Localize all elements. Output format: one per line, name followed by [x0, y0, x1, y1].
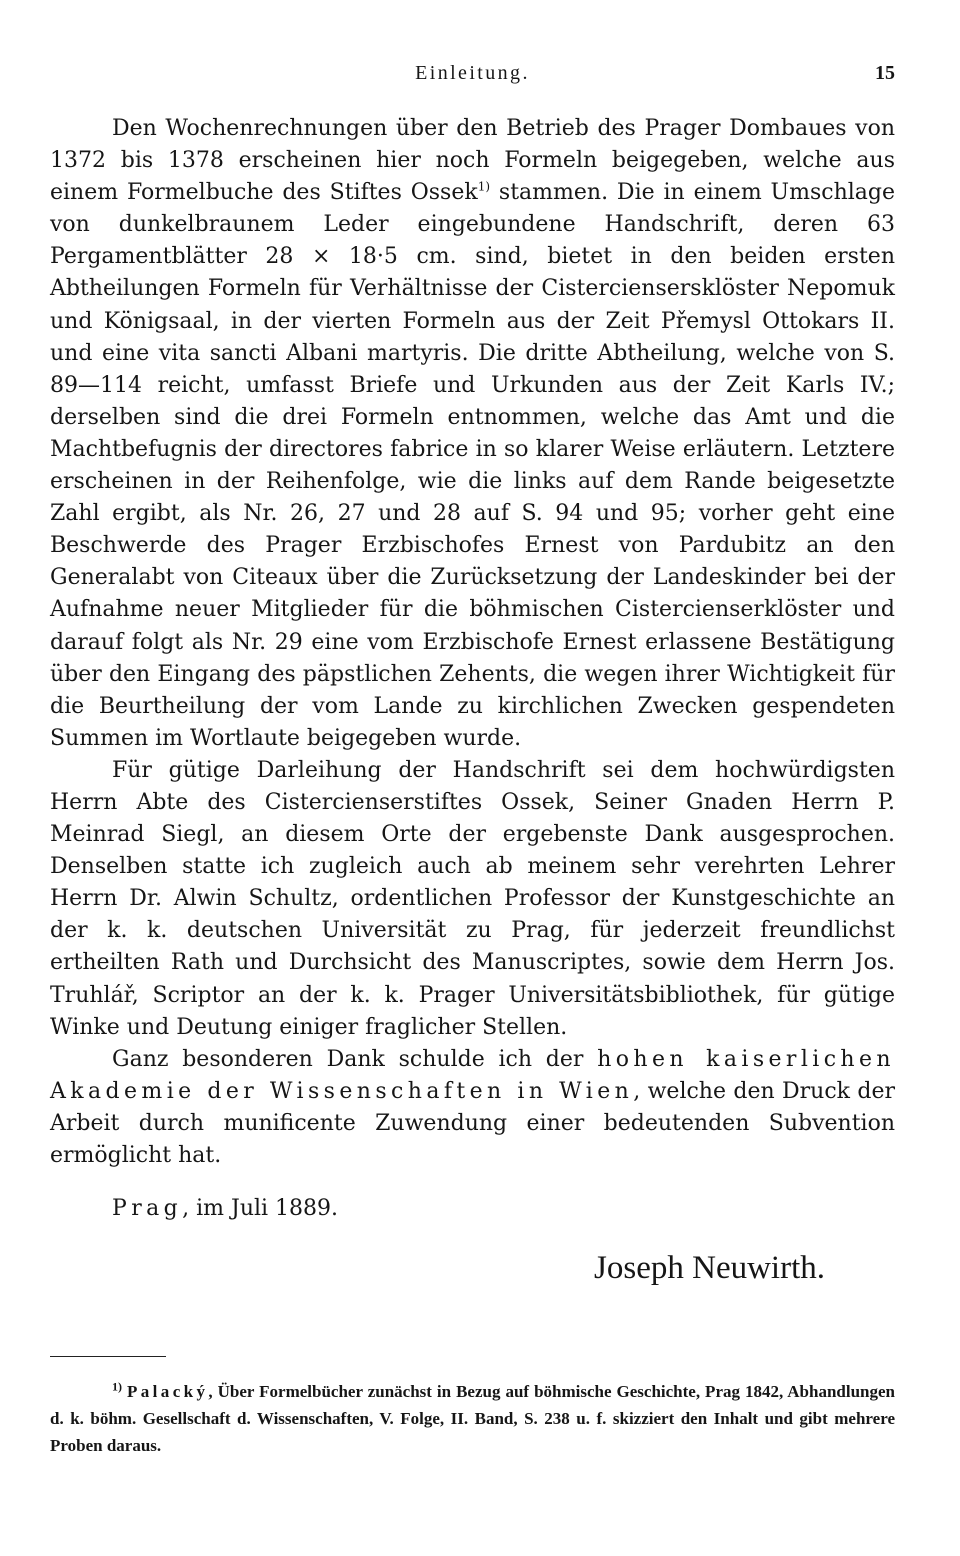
paragraph-2: Für gütige Darleihung der Handschrift sei dem hochwürdigsten Herrn Abte des Cistercienserstiftes Ossek, Seiner Gnaden Herrn P. Meinrad Siegl, an diesem Orte der ergebenste Dank ausgesprochen. Denselben statte ich zugleich auch ab meinem sehr verehrten Lehrer Herrn Dr. Alwin Schultz, ordentlichen Professor der Kunstgeschichte an der k. k. deutschen Universität zu Prag, für jederzeit freundlichst ertheilten Rath und Durchsicht des Manuscriptes, sowie dem Herrn Jos. Truhlář, Scriptor an der k. k. Prager Universitätsbibliothek, für gütige Winke und Deutung einiger fraglicher Stellen.	[50, 757, 895, 1040]
paragraph-1	[50, 113, 895, 755]
footnote-1	[50, 1378, 895, 1459]
paragraph-3-part-1: Ganz besonderen Dank schulde ich der	[112, 1046, 598, 1072]
running-header	[50, 62, 895, 92]
footnote-mark: 1)	[112, 1379, 122, 1394]
paragraph-3	[50, 1044, 895, 1172]
spaced-emphasis: hohen kaiserlichen Akademie der Wissenschaften in Wien	[50, 1046, 895, 1104]
place-name: Prag	[112, 1196, 183, 1221]
date-line	[112, 1193, 338, 1225]
main-text	[50, 113, 895, 1172]
date-text: , im Juli 1889.	[182, 1196, 339, 1221]
footnotes	[50, 1378, 895, 1459]
paragraph-1-part-2: stammen. Die in einem Umschlage von dunkelbraunem Leder eingebundene Handschrift, deren 63 Pergamentblätter 28 × 18·5 cm. sind, bietet in den beiden ersten Abtheilungen Formeln für Verhältnisse der Cisterciensersklöster Nepomuk und Königsaal, in der vierten Formeln aus der Zeit Přemysl Ottokars II. und eine vita sancti Albani martyris. Die dritte Abtheilung, welche von S. 89—114 reicht, umfasst Briefe und Urkunden aus der Zeit Karls IV.; derselben sind die drei Formeln entnommen, welche das Amt und die Machtbefugnis der directores fabrice in so klarer Weise erläutern. Letztere erscheinen in der Reihenfolge, wie die links auf dem Rande beigesetzte Zahl ergibt, als Nr. 26, 27 und 28 auf S. 94 und 95; vorher geht eine Beschwerde des Prager Erzbischofes Ernest von Pardubitz an den Generalabt von Citeaux über die Zurücksetzung der Landeskinder bei der Aufnahme neuer Mitglieder für die böhmischen Cistercienserklöster und darauf folgt als Nr. 29 eine vom Erzbischofe Ernest erlassene Bestätigung über den Eingang des päpstlichen Zehents, die wegen ihrer Wichtigkeit für die Beurtheilung der vom Lande zu kirchlichen Zwecken gespendeten Summen im Wortlaute beigegeben wurde.	[50, 180, 895, 751]
running-title: Einleitung.	[415, 62, 530, 84]
author-signature: Joseph Neuwirth.	[594, 1250, 825, 1286]
paragraph-1-part-1: Den Wochenrechnungen über den Betrieb des Prager Dombaues von 1372 bis 1378 erscheinen hier noch Formeln beigegeben, welche aus einem Formelbuche des Stiftes Ossek	[50, 116, 895, 206]
footnote-author: Palacký	[127, 1382, 209, 1401]
paragraph-3-part-2: , welche den Druck der Arbeit durch munificente Zuwendung einer bedeutenden Subvention ermöglicht hat.	[50, 1078, 895, 1168]
footnote-divider	[50, 1356, 166, 1357]
page-number: 15	[875, 62, 895, 84]
footnote-reference: 1)	[477, 179, 491, 194]
footnote-text: , Über Formelbücher zunächst in Bezug auf böhmische Geschichte, Prag 1842, Abhandlungen d. k. böhm. Gesellschaft d. Wissenschaften, V. Folge, II. Band, S. 238 u. f. skizziert den Inhalt und gibt mehrere Proben daraus.	[50, 1382, 896, 1455]
